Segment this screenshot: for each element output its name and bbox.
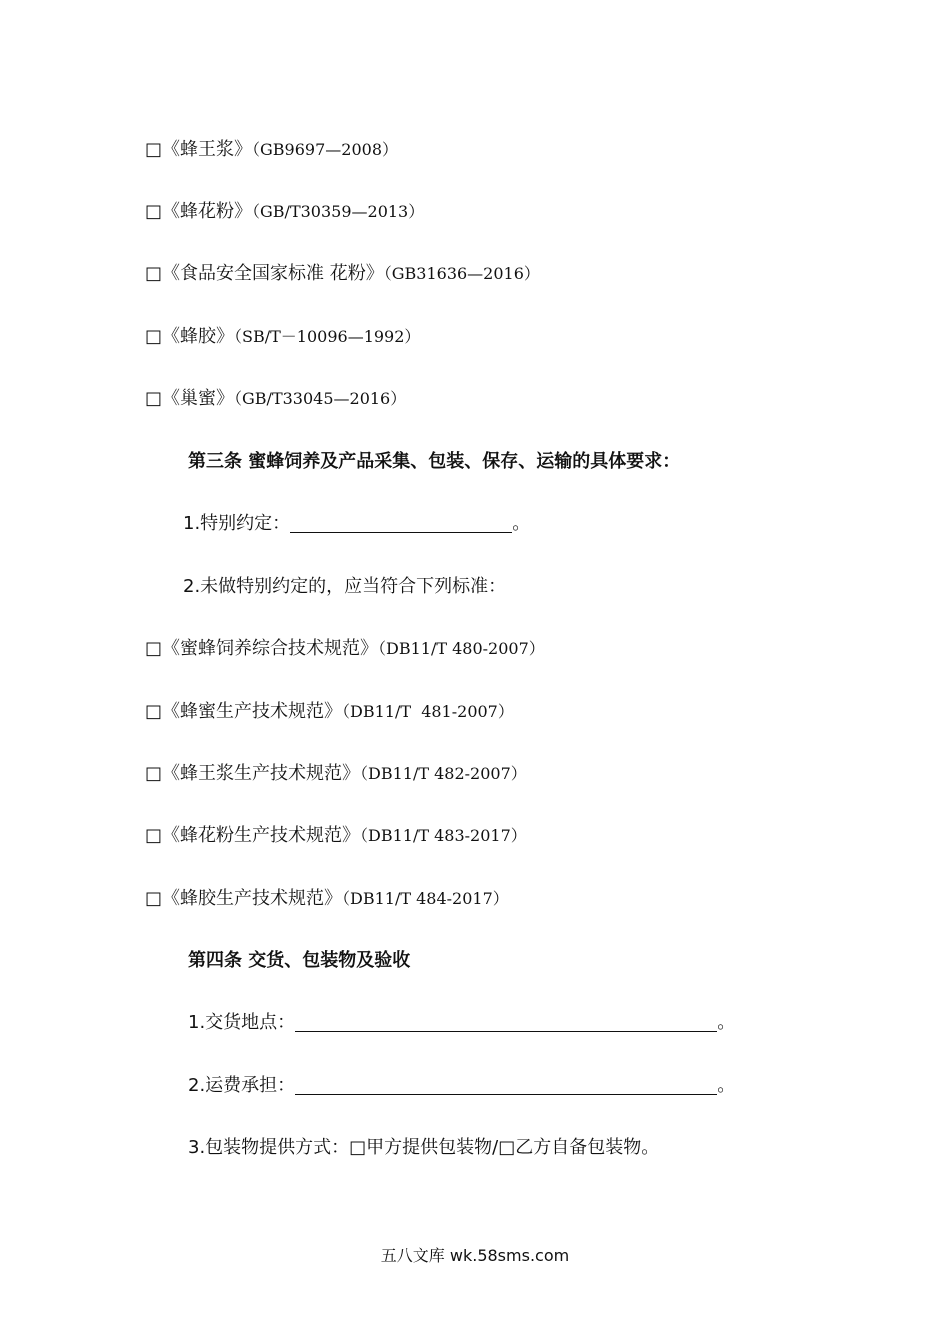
delivery-location-blank[interactable] (295, 1013, 717, 1032)
article3-heading: 第三条 蜜蜂饲养及产品采集、包装、保存、运输的具体要求： (188, 451, 681, 472)
standard-code: （GB/T33045—2016） (234, 389, 407, 408)
standard-title: □《蜂胶》 (145, 326, 235, 347)
standard-item-propolis (145, 325, 420, 349)
standard-title: □《食品安全国家标准 花粉》 (145, 263, 384, 284)
standard-code: （DB11/T 481-2007） (342, 702, 514, 721)
freight-label: 2.运费承担： (188, 1075, 296, 1096)
standard-item-comb-honey (145, 387, 406, 411)
special-agreement-blank[interactable] (290, 514, 512, 533)
footer-watermark: 五八文库 wk.58sms.com (380, 1246, 570, 1265)
article4-item3: 3.包装物提供方式：□甲方提供包装物/□乙方自备包装物。 (188, 1137, 660, 1158)
standard-title: □《蜂王浆生产技术规范》 (145, 763, 361, 784)
standard-item-honey-production (145, 700, 514, 724)
standard-item-bee-pollen (145, 200, 424, 224)
standard-item-royal-jelly-production (145, 762, 527, 786)
standard-code: （DB11/T 484-2017） (342, 889, 509, 908)
standard-title: □《巢蜜》 (145, 388, 235, 409)
freight-blank[interactable] (295, 1076, 717, 1095)
delivery-location-label: 1.交货地点： (188, 1012, 296, 1033)
standard-item-bee-pollen-production (145, 824, 527, 848)
standard-code: （GB31636—2016） (383, 264, 540, 283)
standard-code: （SB/T－10096—1992） (234, 327, 421, 346)
standard-title: □《蜂花粉》 (145, 201, 253, 222)
article3-item1 (183, 512, 530, 536)
standard-code: （DB11/T 482-2007） (360, 764, 527, 783)
period: 。 (717, 1075, 736, 1096)
special-agreement-label: 1.特别约定： (183, 513, 291, 534)
article4-heading: 第四条 交货、包装物及验收 (188, 950, 411, 971)
standard-title: □《蜂王浆》 (145, 139, 253, 160)
standard-item-pollen-food-safety (145, 262, 540, 286)
standard-code: （GB9697—2008） (252, 140, 398, 159)
period: 。 (717, 1012, 736, 1033)
article4-item2 (188, 1074, 735, 1098)
standard-code: （DB11/T 483-2017） (360, 826, 527, 845)
standard-item-royal-jelly (145, 138, 398, 162)
standard-item-propolis-production (145, 887, 509, 911)
standard-code: （DB11/T 480-2007） (378, 639, 545, 658)
standard-title: □《蜜蜂饲养综合技术规范》 (145, 638, 379, 659)
period: 。 (512, 513, 531, 534)
standard-item-bee-keeping (145, 637, 545, 661)
article3-item2: 2.未做特别约定的，应当符合下列标准： (183, 576, 507, 597)
standard-title: □《蜂蜜生产技术规范》 (145, 701, 343, 722)
standard-code: （GB/T30359—2013） (252, 202, 425, 221)
article4-item1 (188, 1011, 735, 1035)
standard-title: □《蜂胶生产技术规范》 (145, 888, 343, 909)
standard-title: □《蜂花粉生产技术规范》 (145, 825, 361, 846)
